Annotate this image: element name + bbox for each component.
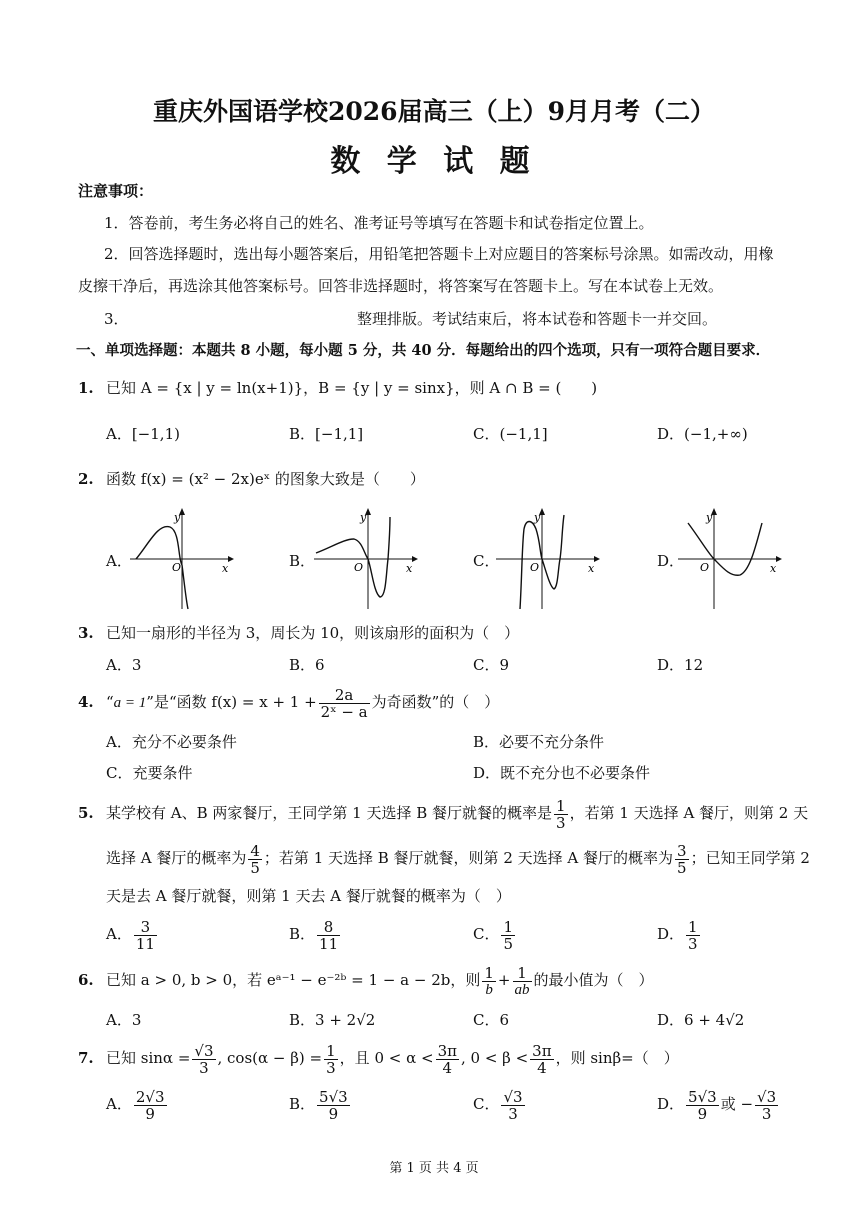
graph-a-origin: O xyxy=(172,561,182,574)
q4-frac-num: 2a xyxy=(319,687,370,704)
q2-stem: 函数 f(x) = (x² − 2x)eˣ 的图象大致是（ ） xyxy=(106,470,425,488)
graph-c-y-label: y xyxy=(534,511,541,524)
q5-line-3: 天是去 A 餐厅就餐，则第 1 天去 A 餐厅就餐的概率为（ ） xyxy=(106,887,511,905)
q5-option-c xyxy=(473,914,517,954)
graph-a xyxy=(128,505,238,610)
q5-f2-num: 4 xyxy=(250,841,260,860)
q6-option-a: A．3 xyxy=(106,1011,142,1029)
graph-a-y-label: y xyxy=(174,511,181,524)
q4-option-a: A．充分不必要条件 xyxy=(106,733,237,751)
q7-opt-c-label: C． xyxy=(473,1095,500,1113)
q7-opt-b-num: 5√3 xyxy=(319,1087,348,1106)
q6-frac-1 xyxy=(482,965,496,998)
q7-opt-d-den2: 3 xyxy=(761,1104,772,1123)
q7-opt-d-frac-2 xyxy=(755,1089,778,1122)
q5-f3-den: 5 xyxy=(677,858,687,877)
q5-f3-num: 3 xyxy=(677,841,687,860)
q5-option-a xyxy=(106,914,159,954)
q7-opt-d-num1: 5√3 xyxy=(688,1087,717,1106)
section-heading: 一、单项选择题：本题共 8 小题，每小题 5 分，共 40 分．每题给出的四个选项，只有一项符合题目要求． xyxy=(76,342,771,359)
notes-heading: 注意事项： xyxy=(78,182,154,200)
q7-frac-1 xyxy=(192,1043,215,1076)
graph-d-x-label: x xyxy=(770,562,777,575)
q1-number: 1. xyxy=(78,379,94,397)
q7-opt-d-den1: 9 xyxy=(697,1104,708,1123)
q4-fraction xyxy=(319,687,370,720)
note-item-2a: 2．回答选择题时，选出每小题答案后，用铅笔把答题卡上对应题目的答案标号涂黑。如需改动，用橡 xyxy=(104,245,774,263)
q2-label-a: A． xyxy=(106,552,132,570)
graph-b-origin: O xyxy=(354,561,364,574)
q1-option-b: B．[−1,1] xyxy=(289,425,364,443)
q7-stem-e: ，则 sinβ=（ ） xyxy=(555,1049,679,1067)
q3-number: 3. xyxy=(78,624,94,642)
q6-option-d: D．6 + 4√2 xyxy=(657,1011,745,1029)
note-item-3-text: 整理排版。考试结束后，将本试卷和答题卡一并交回。 xyxy=(357,310,718,328)
q5-line1b: ，若第 1 天选择 A 餐厅，则第 2 天 xyxy=(569,804,809,822)
graph-c-x-label: x xyxy=(588,562,595,575)
q5-number: 5. xyxy=(78,804,94,822)
graph-b-y-label: y xyxy=(360,511,367,524)
q5-frac-3 xyxy=(675,843,689,876)
q7-f4-num: 3π xyxy=(532,1041,552,1060)
q5-opt-c-label: C． xyxy=(473,925,500,943)
q7-opt-a-label: A． xyxy=(106,1095,132,1113)
q7-option-c xyxy=(473,1084,527,1124)
q7-opt-b-frac xyxy=(317,1089,350,1122)
q5-option-d xyxy=(657,914,702,954)
q7-f3-num: 3π xyxy=(437,1041,457,1060)
q5-opt-d-den: 3 xyxy=(688,934,698,953)
q5-opt-d-frac xyxy=(686,919,700,952)
q4-frac-den: 2ˣ − a xyxy=(320,702,368,721)
q7-number: 7. xyxy=(78,1049,94,1067)
graph-c xyxy=(494,505,604,610)
q1-option-d: D．(−1,+∞) xyxy=(657,425,748,443)
q7-stem-b: , cos(α − β) = xyxy=(217,1049,323,1067)
q7-opt-b-label: B． xyxy=(289,1095,316,1113)
q7-opt-b-den: 9 xyxy=(328,1104,339,1123)
q5-f1-num: 1 xyxy=(556,796,566,815)
q3-option-b: B．6 xyxy=(289,656,325,674)
q6-stem-b: 的最小值为（ ） xyxy=(533,971,654,989)
graph-a-x-label: x xyxy=(222,562,229,575)
q6-option-c: C．6 xyxy=(473,1011,510,1029)
q6-f1-den: b xyxy=(485,981,493,998)
q5-line2b: ；若第 1 天选择 B 餐厅就餐，则第 2 天选择 A 餐厅的概率为 xyxy=(263,849,674,867)
q5-opt-c-frac xyxy=(501,919,515,952)
q5-opt-d-num: 1 xyxy=(688,917,698,936)
q1-stem: 已知 A = {x | y = ln(x+1)}，B = {y | y = sinx}，则 A ∩ B = ( ) xyxy=(106,379,598,397)
q4-stem-b: a = 1 xyxy=(113,695,147,711)
q6-f2-den: ab xyxy=(514,981,530,998)
q4-stem-d: 为奇函数”的（ ） xyxy=(371,693,500,711)
q5-opt-a-frac xyxy=(134,919,157,952)
q4-stem xyxy=(106,682,499,723)
note-item-1: 1．答卷前，考生务必将自己的姓名、准考证号等填写在答题卡和试卷指定位置上。 xyxy=(104,214,654,232)
q4-option-c: C．充要条件 xyxy=(106,764,193,782)
q5-opt-c-den: 5 xyxy=(503,934,514,953)
q5-line2a: 选择 A 餐厅的概率为 xyxy=(106,849,247,867)
q7-stem-a: 已知 sinα = xyxy=(106,1049,191,1067)
q7-f4-den: 4 xyxy=(537,1058,547,1077)
q2-number: 2. xyxy=(78,470,94,488)
q4-option-b: B．必要不充分条件 xyxy=(473,733,605,751)
q7-opt-d-num2: √3 xyxy=(757,1087,777,1106)
exam-title: 重庆外国语学校2026届高三（上）9月月考（二） xyxy=(153,97,715,126)
q7-option-d xyxy=(657,1084,780,1124)
note-item-3-num: 3． xyxy=(104,310,129,328)
q7-f3-den: 4 xyxy=(442,1058,453,1077)
q5-opt-b-label: B． xyxy=(289,925,316,943)
q7-f1-den: 3 xyxy=(199,1058,209,1077)
q5-line1a: 某学校有 A、B 两家餐厅，王同学第 1 天选择 B 餐厅就餐的概率是 xyxy=(106,804,553,822)
q5-option-b xyxy=(289,914,342,954)
q7-stem-d: , 0 < β < xyxy=(460,1049,529,1067)
q6-option-b: B．3 + 2√2 xyxy=(289,1011,376,1029)
q7-opt-c-num: √3 xyxy=(503,1087,523,1106)
q6-f1-num: 1 xyxy=(484,963,494,982)
q2-label-b: B． xyxy=(289,552,316,570)
q7-opt-d-or: 或 − xyxy=(720,1095,754,1113)
q5-opt-a-num: 3 xyxy=(134,919,157,936)
q3-option-c: C．9 xyxy=(473,656,510,674)
graph-d-y-label: y xyxy=(706,511,713,524)
page-footer: 第 1 页 共 4 页 xyxy=(389,1161,479,1176)
q5-line-2 xyxy=(106,838,810,878)
q1-option-a: A．[−1,1) xyxy=(106,425,180,443)
q6-stem-a: 已知 a > 0, b > 0，若 eᵃ⁻¹ − e⁻²ᵇ = 1 − a − 2b，则 xyxy=(106,971,481,989)
graph-d xyxy=(676,505,786,610)
q5-line-1 xyxy=(106,793,808,833)
q7-stem-c: ，且 0 < α < xyxy=(339,1049,434,1067)
q6-f2-num: 1 xyxy=(513,965,532,982)
q7-f2-num: 1 xyxy=(326,1041,336,1060)
q5-frac-1 xyxy=(554,798,568,831)
q5-opt-b-frac xyxy=(317,919,340,952)
q2-label-d: D． xyxy=(657,552,685,570)
q3-option-d: D．12 xyxy=(657,656,704,674)
graph-c-origin: O xyxy=(530,561,540,574)
q7-opt-a-den: 9 xyxy=(145,1104,155,1123)
q7-opt-a-num: 2√3 xyxy=(135,1087,165,1106)
graph-b xyxy=(312,505,422,610)
q7-opt-a-frac xyxy=(134,1089,167,1122)
q5-opt-a-label: A． xyxy=(106,925,132,943)
graph-d-origin: O xyxy=(700,561,710,574)
q1-option-c: C．(−1,1] xyxy=(473,425,548,443)
q5-frac-2 xyxy=(248,843,262,876)
q5-opt-b-den: 11 xyxy=(319,934,339,953)
q6-number: 6. xyxy=(78,971,94,989)
q7-opt-d-label: D． xyxy=(657,1095,685,1113)
q3-stem: 已知一扇形的半径为 3，周长为 10，则该扇形的面积为（ ） xyxy=(106,624,520,642)
q3-option-a: A．3 xyxy=(106,656,142,674)
q7-frac-4 xyxy=(530,1043,553,1076)
q4-stem-c: ”是“函数 f(x) = x + 1 + xyxy=(146,693,317,711)
q6-stem xyxy=(106,960,654,1000)
q7-opt-d-frac-1 xyxy=(686,1089,719,1122)
q5-opt-c-num: 1 xyxy=(503,917,514,936)
q5-opt-a-den: 11 xyxy=(135,934,155,953)
exam-subtitle: 数 学 试 题 xyxy=(330,144,538,179)
q6-frac-2 xyxy=(513,965,532,998)
q4-number: 4. xyxy=(78,693,94,711)
q5-f2-den: 5 xyxy=(250,858,260,877)
q7-opt-c-den: 3 xyxy=(508,1104,518,1123)
q7-frac-2 xyxy=(324,1043,338,1076)
graph-b-x-label: x xyxy=(406,562,413,575)
q7-frac-3 xyxy=(436,1043,459,1076)
q5-opt-d-label: D． xyxy=(657,925,685,943)
note-item-2b: 皮擦干净后，再选涂其他答案标号。回答非选择题时，将答案写在答题卡上。写在本试卷上无效。 xyxy=(78,277,724,295)
q7-option-a xyxy=(106,1084,169,1124)
q7-stem xyxy=(106,1038,679,1078)
q5-line2c: ；已知王同学第 2 xyxy=(690,849,810,867)
q7-f2-den: 3 xyxy=(326,1058,336,1077)
q2-label-c: C． xyxy=(473,552,500,570)
q7-opt-c-frac xyxy=(501,1089,524,1122)
q7-option-b xyxy=(289,1084,352,1124)
q5-f1-den: 3 xyxy=(556,813,566,832)
q7-f1-num: √3 xyxy=(194,1041,214,1060)
q4-option-d: D．既不充分也不必要条件 xyxy=(473,764,651,782)
q6-plus: + xyxy=(497,971,511,989)
q4-stem-a: “ xyxy=(106,693,114,711)
q5-opt-b-num: 8 xyxy=(317,919,340,936)
